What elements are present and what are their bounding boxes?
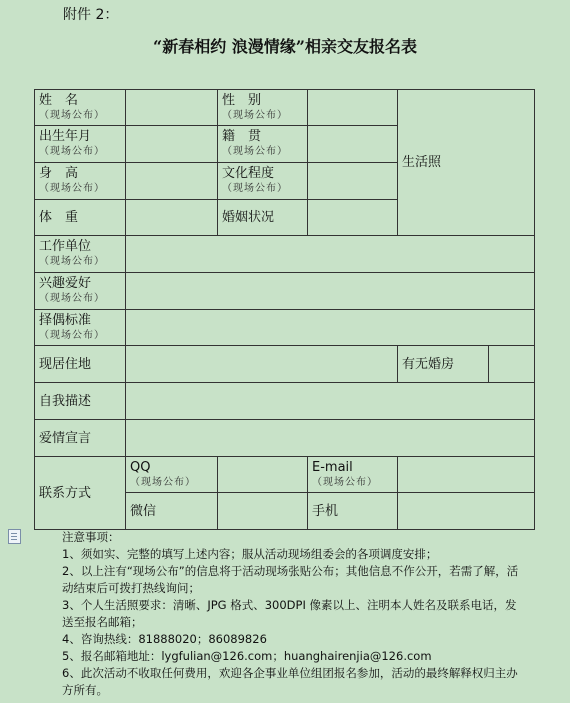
residence-label: 现居住地 <box>39 356 92 372</box>
height-public-note: （现场公布） <box>39 183 105 194</box>
criteria-public-note: （现场公布） <box>39 330 105 341</box>
birth-public-note: （现场公布） <box>39 146 105 157</box>
native-label: 籍 贯 <box>222 129 262 144</box>
work-label: 工作单位 <box>39 239 92 254</box>
photo-label: 生活照 <box>402 155 442 170</box>
self-input-cell[interactable] <box>126 383 535 420</box>
note-item-6: 6、此次活动不收取任何费用，欢迎各企事业单位组团报名参加，活动的最终解释权归主办方所有。 <box>62 666 518 697</box>
name-input-cell[interactable] <box>126 90 218 126</box>
residence-label-cell <box>35 346 126 383</box>
wechat-input-cell[interactable] <box>218 493 308 530</box>
weight-label-cell <box>35 200 126 236</box>
name-label-cell <box>35 90 126 126</box>
education-public-note: （现场公布） <box>222 183 288 194</box>
hobby-label-cell <box>35 273 126 310</box>
qq-label-cell <box>126 457 218 493</box>
email-label-cell <box>308 457 398 493</box>
note-item-3: 3、个人生活照要求：清晰、JPG 格式、300DPI 像素以上、注明本人姓名及联系电话，发送至报名邮箱； <box>62 598 517 629</box>
birth-label: 出生年月 <box>39 129 92 144</box>
phone-input-cell[interactable] <box>398 493 535 530</box>
criteria-label: 择偶标准 <box>39 313 92 328</box>
birth-label-cell <box>35 126 126 163</box>
hobby-public-note: （现场公布） <box>39 293 105 304</box>
form-title: “新春相约 浪漫情缘”相亲交友报名表 <box>153 37 417 56</box>
qq-input-cell[interactable] <box>218 457 308 493</box>
self-label-cell <box>35 383 126 420</box>
email-public-note: （现场公布） <box>312 477 378 488</box>
contact-label: 联系方式 <box>39 485 92 501</box>
hobby-input-cell[interactable] <box>126 273 535 310</box>
marital-label: 婚姻状况 <box>222 210 275 225</box>
height-label: 身 高 <box>39 166 79 181</box>
weight-label: 体 重 <box>39 210 79 225</box>
house-input-cell[interactable] <box>489 346 535 383</box>
native-input-cell[interactable] <box>308 126 398 163</box>
love-label: 爱情宣言 <box>39 430 92 446</box>
document-icon <box>8 529 21 544</box>
contact-label-cell <box>35 457 126 530</box>
wechat-label: 微信 <box>130 503 157 519</box>
native-public-note: （现场公布） <box>222 146 288 157</box>
wechat-label-cell <box>126 493 218 530</box>
marital-input-cell[interactable] <box>308 200 398 236</box>
work-label-cell <box>35 236 126 273</box>
criteria-input-cell[interactable] <box>126 310 535 346</box>
house-label: 有无婚房 <box>402 356 455 372</box>
gender-label: 性 别 <box>222 93 262 108</box>
birth-input-cell[interactable] <box>126 126 218 163</box>
gender-label-cell <box>218 90 308 126</box>
note-item-1: 1、须如实、完整的填写上述内容；服从活动现场组委会的各项调度安排； <box>62 547 438 561</box>
note-item-2: 2、以上注有“现场公布”的信息将于活动现场张贴公布；其他信息不作公开，若需了解，活动结束后可拨打热线询问； <box>62 564 519 595</box>
height-input-cell[interactable] <box>126 163 218 200</box>
phone-label: 手机 <box>312 503 339 519</box>
note-item-4: 4、咨询热线：81888020；86089826 <box>62 632 267 646</box>
love-label-cell <box>35 420 126 457</box>
marital-label-cell <box>218 200 308 236</box>
gender-public-note: （现场公布） <box>222 110 288 121</box>
photo-cell[interactable] <box>398 90 535 236</box>
education-label: 文化程度 <box>222 166 275 181</box>
notes-section <box>62 529 522 699</box>
height-label-cell <box>35 163 126 200</box>
criteria-label-cell <box>35 310 126 346</box>
name-label: 姓 名 <box>39 93 79 108</box>
email-input-cell[interactable] <box>398 457 535 493</box>
education-input-cell[interactable] <box>308 163 398 200</box>
residence-input-cell[interactable] <box>126 346 398 383</box>
notes-heading: 注意事项： <box>62 530 120 544</box>
native-label-cell <box>218 126 308 163</box>
education-label-cell <box>218 163 308 200</box>
house-label-cell <box>398 346 489 383</box>
email-label: E-mail <box>312 460 353 475</box>
hobby-label: 兴趣爱好 <box>39 276 92 291</box>
qq-label: QQ <box>130 460 151 475</box>
weight-input-cell[interactable] <box>126 200 218 236</box>
note-item-5: 5、报名邮箱地址：lygfulian@126.com；huanghairenjia@126.com <box>62 649 432 663</box>
love-input-cell[interactable] <box>126 420 535 457</box>
qq-public-note: （现场公布） <box>130 477 196 488</box>
work-public-note: （现场公布） <box>39 256 105 267</box>
attachment-label: 附件 2： <box>63 7 119 23</box>
self-label: 自我描述 <box>39 393 92 409</box>
registration-form-table <box>34 89 535 530</box>
work-input-cell[interactable] <box>126 236 535 273</box>
phone-label-cell <box>308 493 398 530</box>
gender-input-cell[interactable] <box>308 90 398 126</box>
name-public-note: （现场公布） <box>39 110 105 121</box>
